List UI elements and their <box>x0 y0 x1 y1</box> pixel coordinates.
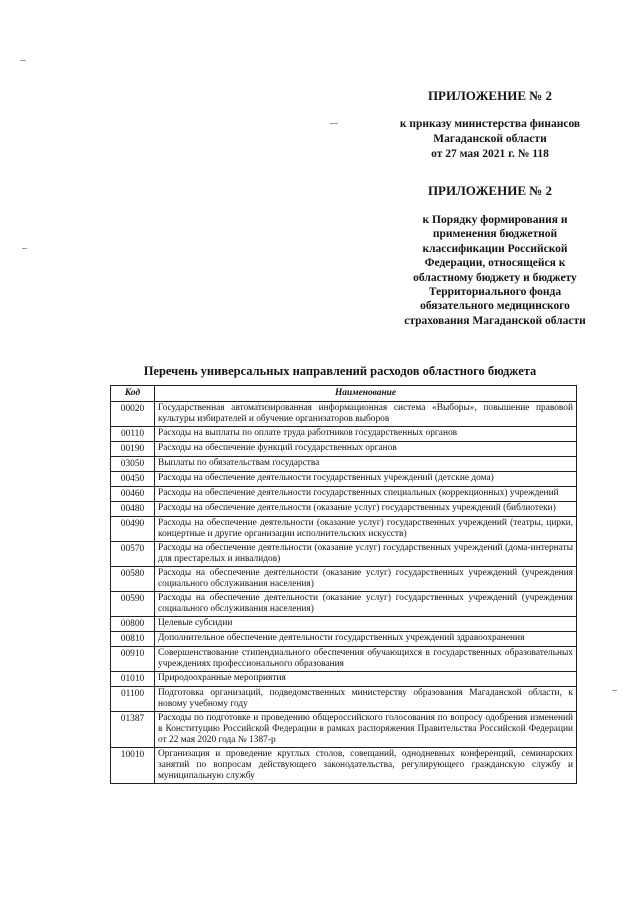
row-code: 00910 <box>111 647 155 672</box>
row-name: Целевые субсидии <box>155 617 577 632</box>
table-row <box>111 427 577 442</box>
row-name: Государственная автоматизированная информационная система «Выборы», повышение правовой культуры избирателей и обучение организаторов выборов <box>155 402 577 427</box>
row-name: Совершенствование стипендиального обеспечения обучающихся в государственных образовательных учреждениях профессионального образования <box>155 647 577 672</box>
procedure-reference <box>375 213 615 328</box>
row-name: Дополнительное обеспечение деятельности государственных учреждений здравоохранения <box>155 632 577 647</box>
order-reference <box>370 117 610 162</box>
table-row <box>111 517 577 542</box>
table-row <box>111 442 577 457</box>
table-row <box>111 687 577 712</box>
row-code: 00810 <box>111 632 155 647</box>
table-row <box>111 592 577 617</box>
list-title: Перечень универсальных направлений расходов областного бюджета <box>143 364 537 378</box>
row-name: Расходы на выплаты по оплате труда работников государственных органов <box>155 427 577 442</box>
table-row <box>111 457 577 472</box>
row-name: Расходы на обеспечение деятельности (оказание услуг) государственных учреждений (дома-интернаты для престарелых и инвалидов) <box>155 542 577 567</box>
table-header-row <box>111 386 577 402</box>
column-header-code: Код <box>111 386 155 402</box>
table-row <box>111 748 577 784</box>
row-code: 00590 <box>111 592 155 617</box>
row-name: Расходы на обеспечение деятельности государственных учреждений (детские дома) <box>155 472 577 487</box>
scan-speck <box>22 248 27 249</box>
table-row <box>111 502 577 517</box>
row-code: 00570 <box>111 542 155 567</box>
table-row <box>111 567 577 592</box>
row-name: Организация и проведение круглых столов, совещаний, однодневных конференций, семинарских занятий по вопросам действующего законодательства, регулирующего гражданскую службу и муниципальную службу <box>155 748 577 784</box>
column-header-name: Наименование <box>155 386 577 402</box>
row-code: 10010 <box>111 748 155 784</box>
table-row <box>111 632 577 647</box>
appendix-title-order: ПРИЛОЖЕНИЕ № 2 <box>427 88 553 103</box>
row-name: Подготовка организаций, подведомственных министерству образования Магаданской области, к новому учебному году <box>155 687 577 712</box>
expense-directions-table <box>110 385 577 784</box>
row-code: 00190 <box>111 442 155 457</box>
row-code: 00450 <box>111 472 155 487</box>
row-name: Расходы на обеспечение функций государственных органов <box>155 442 577 457</box>
procedure-line: применения бюджетной <box>432 228 558 241</box>
procedure-line: обязательного медицинского <box>420 300 570 313</box>
procedure-line: областному бюджету и бюджету <box>413 271 577 284</box>
order-line: Магаданской области <box>433 133 547 145</box>
scan-speck <box>20 60 26 61</box>
scan-speck <box>612 690 617 691</box>
scan-speck <box>330 123 338 124</box>
row-code: 01387 <box>111 712 155 748</box>
table-row <box>111 617 577 632</box>
table-row <box>111 472 577 487</box>
procedure-line: Территориального фонда <box>428 286 562 299</box>
row-code: 00110 <box>111 427 155 442</box>
table-row <box>111 712 577 748</box>
procedure-line: классификации Российской <box>422 242 568 255</box>
row-code: 00480 <box>111 502 155 517</box>
row-code: 00020 <box>111 402 155 427</box>
order-line: к приказу министерства финансов <box>399 118 581 130</box>
table-row <box>111 672 577 687</box>
table-row <box>111 487 577 502</box>
row-name: Расходы на обеспечение деятельности (оказание услуг) государственных учреждений (учреждения социального обслуживания населения) <box>155 592 577 617</box>
row-code: 00490 <box>111 517 155 542</box>
row-code: 00800 <box>111 617 155 632</box>
procedure-line: страхования Магаданской области <box>404 314 586 327</box>
row-name: Выплаты по обязательствам государства <box>155 457 577 472</box>
row-code: 03050 <box>111 457 155 472</box>
row-name: Расходы на обеспечение деятельности (оказание услуг) государственных учреждений (библиотеки) <box>155 502 577 517</box>
order-line: от 27 мая 2021 г. № 118 <box>431 148 549 160</box>
row-name: Расходы на обеспечение деятельности (оказание услуг) государственных учреждений (учреждения социального обслуживания населения) <box>155 567 577 592</box>
row-name: Расходы на обеспечение деятельности (оказание услуг) государственных учреждений (театры, цирки, концертные и другие организации исполнительских искусств) <box>155 517 577 542</box>
row-code: 00460 <box>111 487 155 502</box>
procedure-line: к Порядку формирования и <box>422 214 568 226</box>
table-row <box>111 542 577 567</box>
appendix-title-procedure: ПРИЛОЖЕНИЕ № 2 <box>427 183 553 198</box>
row-code: 01010 <box>111 672 155 687</box>
row-name: Расходы на обеспечение деятельности государственных специальных (коррекционных) учреждений <box>155 487 577 502</box>
table-row <box>111 647 577 672</box>
procedure-line: Федерации, относящейся к <box>424 257 566 270</box>
row-code: 01100 <box>111 687 155 712</box>
row-name: Природоохранные мероприятия <box>155 672 577 687</box>
table-row <box>111 402 577 427</box>
row-name: Расходы по подготовке и проведению общероссийского голосования по вопросу одобрения изменений в Конституцию Российской Федерации в рамках распоряжения Правительства Российской Федерации от 22 мая 2020 года № 1387-р <box>155 712 577 748</box>
row-code: 00580 <box>111 567 155 592</box>
